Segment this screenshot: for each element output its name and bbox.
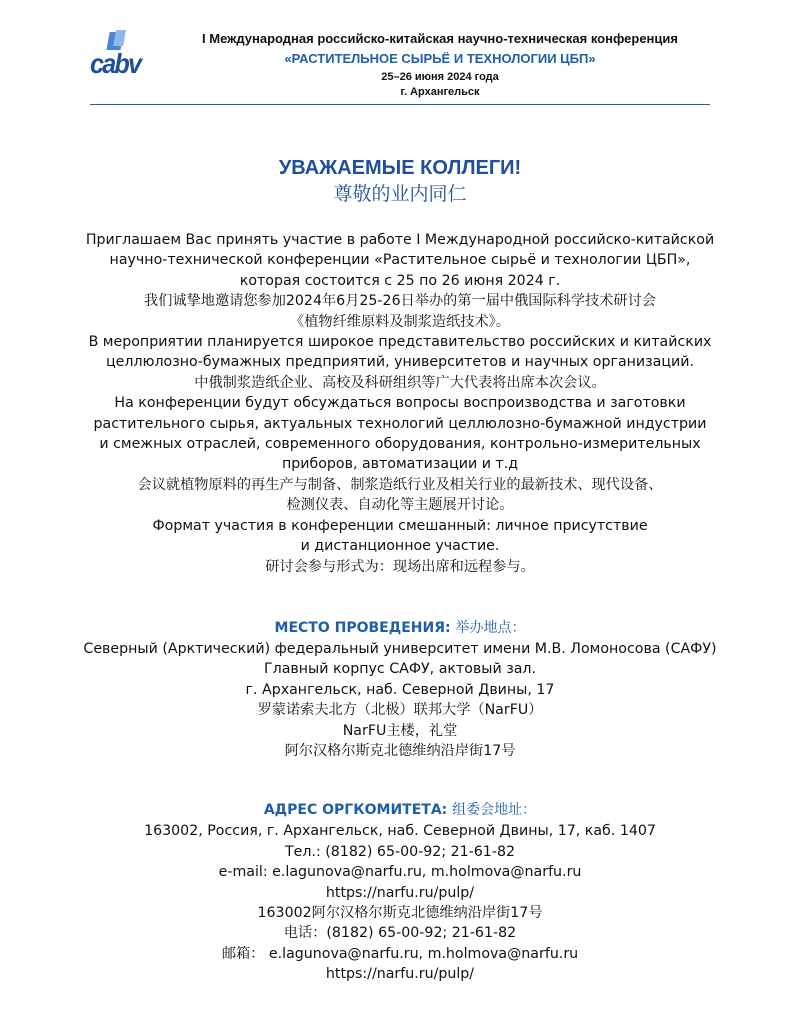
venue-label: МЕСТО ПРОВЕДЕНИЯ: [274, 619, 451, 636]
address-line: 163002, Россия, г. Архангельск, наб. Северной Двины, 17, каб. 1407 [144, 823, 656, 840]
website-link[interactable]: https://narfu.ru/pulp/ [325, 966, 475, 983]
body-line: Формат участия в конференции смешанный: личное присутствие [152, 517, 648, 534]
website-link[interactable]: https://narfu.ru/pulp/ [325, 884, 475, 901]
phone-line: Тел.: (8182) 65-00-92; 21-61-82 [284, 843, 516, 860]
email-line[interactable]: e-mail: e.lagunova@narfu.ru, m.holmova@narfu.ru [218, 864, 582, 881]
body-line: растительного сырья, актуальных технологий целлюлозно-бумажной индустрии [93, 415, 707, 432]
venue-heading [40, 617, 760, 639]
conference-dates: 25–26 июня 2024 года [381, 71, 499, 83]
address-line-cn: 163002阿尔汉格尔斯克北德维纳沿岸街17号 [257, 904, 543, 921]
body-line: приборов, автоматизации и т.д [281, 456, 519, 473]
body-line: которая состоится с 25 по 26 июня 2024 г. [239, 272, 561, 289]
header-divider [90, 104, 710, 105]
venue-line: Главный корпус САФУ, актовый зал. [263, 661, 537, 678]
body-line: и дистанционное участие. [300, 538, 500, 555]
letter-body [40, 155, 760, 985]
body-line: 中俄制浆造纸企业、高校及科研组织等广大代表将出席本次会议。 [194, 374, 606, 391]
venue-line: 阿尔汉格尔斯克北德维纳沿岸街17号 [284, 742, 516, 759]
venue-line: NarFU主楼，礼堂 [342, 722, 458, 739]
body-line: Приглашаем Вас принять участие в работе I Международной российско-китайской [85, 232, 715, 248]
venue-section [40, 617, 760, 761]
body-line: целлюлозно-бумажных предприятий, университетов и научных организаций. [106, 354, 694, 371]
address-label: АДРЕС ОРГКОМИТЕТА: [263, 802, 448, 819]
address-label-cn: 组委会地址： [452, 802, 537, 819]
body-line: В мероприятии планируется широкое представительство российских и китайских [88, 334, 712, 351]
conference-city: г. Архангельск [400, 86, 480, 98]
conference-name: «РАСТИТЕЛЬНОЕ СЫРЬЁ И ТЕХНОЛОГИИ ЦБП» [284, 51, 596, 66]
body-line: и смежных отраслей, современного оборудования, контрольно-измерительных [99, 436, 701, 453]
greeting-title: УВАЖАЕМЫЕ КОЛЛЕГИ! [278, 157, 522, 179]
venue-label-cn: 举办地点： [455, 619, 526, 636]
body-line: научно-технической конференции «Растительное сырьё и технологии ЦБП», [109, 252, 691, 269]
venue-line: г. Архангельск, наб. Северной Двины, 17 [245, 681, 555, 698]
venue-line: Северный (Арктический) федеральный университет имени М.В. Ломоносова (САФУ) [83, 640, 717, 657]
greeting-title-cn: 尊敬的业内同仁 [333, 183, 467, 205]
conference-title: I Международная российско-китайская научно-техническая конференция [202, 31, 678, 46]
phone-line-cn: 电话：(8182) 65-00-92; 21-61-82 [283, 925, 517, 942]
body-line: 检测仪表、自动化等主题展开讨论。 [286, 497, 514, 514]
logo-text: cabv [90, 48, 141, 79]
body-line: 会议就植物原料的再生产与制备、制浆造纸行业及相关行业的最新技术、现代设备、 [137, 476, 663, 493]
cabv-logo [86, 26, 152, 84]
body-line: 研讨会参与形式为：现场出席和远程参与。 [265, 558, 535, 575]
address-section [40, 799, 760, 984]
venue-line: 罗蒙诺索夫北方（北极）联邦大学（NarFU） [257, 702, 543, 719]
invitation-text [40, 230, 760, 577]
address-heading [40, 799, 760, 821]
body-line: 《植物纤维原料及制浆造纸技术》。 [290, 313, 510, 330]
body-line: На конференции будут обсуждаться вопросы воспроизводства и заготовки [114, 395, 686, 412]
letterhead [0, 0, 800, 110]
body-line: 我们诚挚地邀请您参加2024年6月25-26日举办的第一届中俄国际科学技术研讨会 [144, 293, 656, 310]
email-line-cn[interactable]: 邮箱： e.lagunova@narfu.ru, m.holmova@narfu.ru [221, 945, 579, 962]
